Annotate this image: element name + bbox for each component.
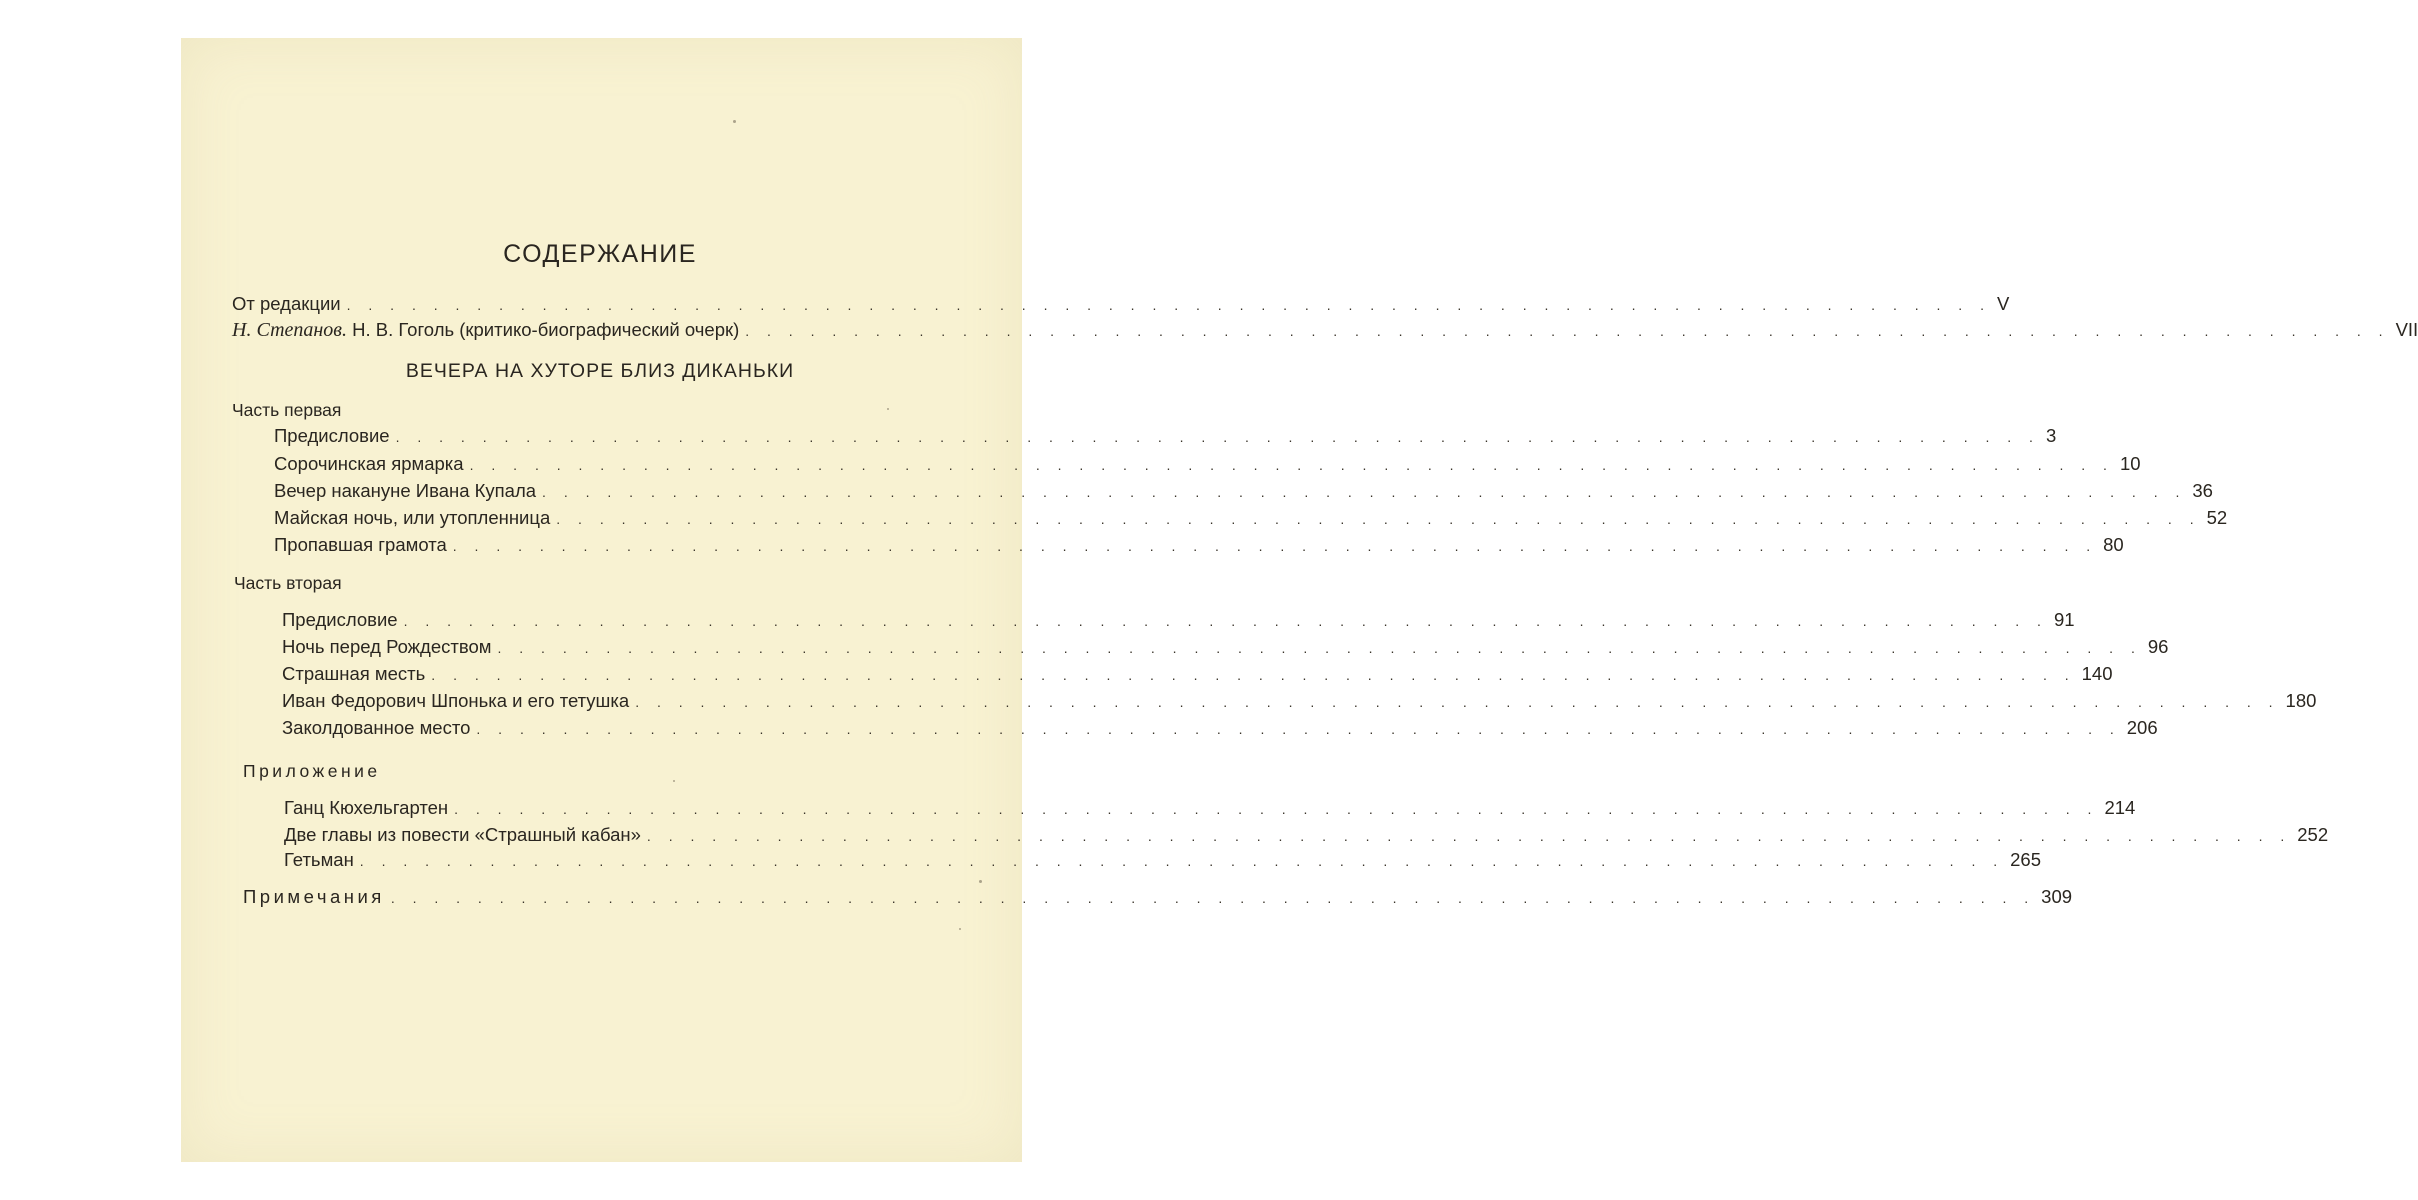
dot-leader: . . . . . . . . . . . . . . . . . . . . . . . . . . . . . . . . . . . . . . . . . . . . . . . . . . . . . . . . . . . . . . . . . . . . . . . . . . . . xyxy=(452,538,2098,554)
toc-entry xyxy=(284,796,2136,821)
dot-leader: . . . . . . . . . . . . . . . . . . . . . . . . . . . . . . . . . . . . . . . . . . . . . . . . . . . . . . . . . . . . . . . . . . . . . . . . . . . . xyxy=(403,613,2048,629)
paper-speck xyxy=(733,120,736,123)
dot-leader: . . . . . . . . . . . . . . . . . . . . . . . . . . . . . . . . . . . . . . . . . . . . . . . . . . . . . . . . . . . . . . . . . . . . . . . . . . . . xyxy=(646,828,2292,844)
toc-entry-label: Примечания xyxy=(243,886,385,907)
toc-entry-label: Предисловие xyxy=(282,609,398,630)
toc-entry-page: 252 xyxy=(2297,824,2329,845)
toc-entry-label: Сорочинская ярмарка xyxy=(274,453,464,474)
toc-entry xyxy=(282,689,2317,714)
toc-entry-page: 180 xyxy=(2285,690,2317,711)
dot-leader: . . . . . . . . . . . . . . . . . . . . . . . . . . . . . . . . . . . . . . . . . . . . . . . . . . . . . . . . . . . . . . . . . . . . . . . . . . . . xyxy=(542,484,2187,500)
toc-entry-label: Ганц Кюхельгартен xyxy=(284,797,449,818)
toc-entry-label: От редакции xyxy=(232,293,341,314)
toc-entry-biography xyxy=(232,318,2418,343)
toc-entry-label: Вечер накануне Ивана Купала xyxy=(274,480,537,501)
part-heading: Часть первая xyxy=(232,400,342,420)
dot-leader: . . . . . . . . . . . . . . . . . . . . . . . . . . . . . . . . . . . . . . . . . . . . . . . . . . . . . . . . . . . . . . . . . . . . . . . . . . . . xyxy=(745,323,2390,339)
toc-entry xyxy=(282,635,2169,660)
part-heading: Часть вторая xyxy=(234,573,342,593)
toc-entry xyxy=(274,506,2228,531)
toc-entry-page: 140 xyxy=(2081,663,2113,684)
toc-entry-page: V xyxy=(1996,293,2010,314)
toc-entry-page: 52 xyxy=(2206,507,2228,528)
toc-entry-label: Пропавшая грамота xyxy=(274,534,447,555)
dot-leader: . . . . . . . . . . . . . . . . . . . . . . . . . . . . . . . . . . . . . . . . . . . . . . . . . . . . . . . . . . . . . . . . . . . . . . . . . . . . xyxy=(635,694,2280,710)
toc-entry-notes xyxy=(243,885,2073,910)
dot-leader: . . . . . . . . . . . . . . . . . . . . . . . . . . . . . . . . . . . . . . . . . . . . . . . . . . . . . . . . . . . . . . . . . . . . . . . . . . . . xyxy=(390,890,2036,906)
page-title: СОДЕРЖАНИЕ xyxy=(503,240,697,268)
toc-entry-page: 214 xyxy=(2104,797,2136,818)
toc-entry-page: 206 xyxy=(2126,717,2158,738)
toc-entry-page: 96 xyxy=(2147,636,2169,657)
book-page xyxy=(181,38,1022,1162)
toc-entry-label: Майская ночь, или утопленница xyxy=(274,507,551,528)
paper-speck xyxy=(959,928,961,930)
toc-entry-label xyxy=(232,318,739,342)
section-title: ВЕЧЕРА НА ХУТОРЕ БЛИЗ ДИКАНЬКИ xyxy=(405,360,795,382)
toc-entry xyxy=(284,823,2329,848)
paper-speck xyxy=(887,408,889,410)
toc-entry-author: Н. Степанов. xyxy=(232,319,347,341)
toc-entry xyxy=(284,848,2042,873)
toc-entry xyxy=(274,533,2124,558)
toc-entry-title: Н. В. Гоголь (критико-биографический очерк) xyxy=(347,319,740,340)
toc-entry xyxy=(282,608,2075,633)
toc-entry-page: 3 xyxy=(2045,425,2057,446)
toc-entry xyxy=(282,662,2113,687)
toc-entry-label: Заколдованное место xyxy=(282,717,471,738)
toc-entry-page: VII xyxy=(2395,319,2418,340)
toc-entry xyxy=(274,479,2213,504)
toc-entry xyxy=(274,424,2057,449)
appendix-heading: Приложение xyxy=(243,761,381,781)
toc-entry-page: 309 xyxy=(2041,886,2073,907)
toc-entry-page: 265 xyxy=(2010,849,2042,870)
dot-leader: . . . . . . . . . . . . . . . . . . . . . . . . . . . . . . . . . . . . . . . . . . . . . . . . . . . . . . . . . . . . . . . . . . . . . . . . . . . . xyxy=(476,721,2121,737)
toc-entry-label: Страшная месть xyxy=(282,663,426,684)
toc-entry-page: 10 xyxy=(2119,453,2141,474)
dot-leader: . . . . . . . . . . . . . . . . . . . . . . . . . . . . . . . . . . . . . . . . . . . . . . . . . . . . . . . . . . . . . . . . . . . . . . . . . . . . xyxy=(469,457,2114,473)
toc-entry-page: 80 xyxy=(2103,534,2124,555)
dot-leader: . . . . . . . . . . . . . . . . . . . . . . . . . . . . . . . . . . . . . . . . . . . . . . . . . . . . . . . . . . . . . . . . . . . . . . . . . . . . xyxy=(556,511,2201,527)
paper-speck xyxy=(673,780,675,782)
toc-entry-label: Ночь перед Рождеством xyxy=(282,636,492,657)
dot-leader: . . . . . . . . . . . . . . . . . . . . . . . . . . . . . . . . . . . . . . . . . . . . . . . . . . . . . . . . . . . . . . . . . . . . . . . . . . . . xyxy=(395,429,2040,445)
toc-entry xyxy=(274,452,2141,477)
dot-leader: . . . . . . . . . . . . . . . . . . . . . . . . . . . . . . . . . . . . . . . . . . . . . . . . . . . . . . . . . . . . . . . . . . . . . . . . . . . . xyxy=(359,853,2005,869)
toc-entry-label: Иван Федорович Шпонька и его тетушка xyxy=(282,690,630,711)
paper-speck xyxy=(979,880,982,883)
dot-leader: . . . . . . . . . . . . . . . . . . . . . . . . . . . . . . . . . . . . . . . . . . . . . . . . . . . . . . . . . . . . . . . . . . . . . . . . . . . . xyxy=(454,801,2099,817)
dot-leader: . . . . . . . . . . . . . . . . . . . . . . . . . . . . . . . . . . . . . . . . . . . . . . . . . . . . . . . . . . . . . . . . . . . . . . . . . . . . xyxy=(346,297,1991,313)
toc-entry-page: 36 xyxy=(2192,480,2213,501)
toc-entry-label: Гетьман xyxy=(284,849,354,870)
toc-entry-editorial xyxy=(232,292,2010,317)
toc-entry-label: Предисловие xyxy=(274,425,390,446)
toc-entry-label: Две главы из повести «Страшный кабан» xyxy=(284,824,641,845)
toc-entry xyxy=(282,716,2158,741)
dot-leader: . . . . . . . . . . . . . . . . . . . . . . . . . . . . . . . . . . . . . . . . . . . . . . . . . . . . . . . . . . . . . . . . . . . . . . . . . . . . xyxy=(431,667,2076,683)
toc-entry-page: 91 xyxy=(2053,609,2075,630)
dot-leader: . . . . . . . . . . . . . . . . . . . . . . . . . . . . . . . . . . . . . . . . . . . . . . . . . . . . . . . . . . . . . . . . . . . . . . . . . . . . xyxy=(497,640,2142,656)
